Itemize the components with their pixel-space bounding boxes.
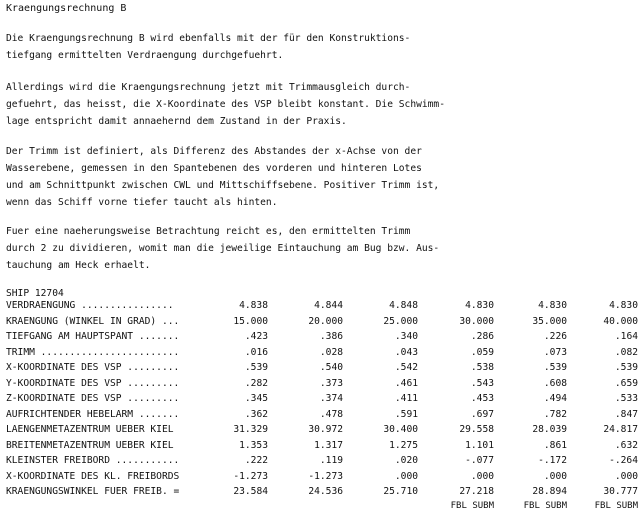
table-cell: .028 [319,346,343,358]
table-row [6,484,638,500]
table-cell: -.077 [465,455,494,467]
table-cell: 40.000 [603,315,638,327]
table-cell: .539 [614,362,638,374]
table-cell: .059 [470,346,494,358]
table-row [6,469,638,485]
table-row [6,438,638,454]
table-cell: .539 [543,362,567,374]
row-label: Y-KOORDINATE DES VSP ......... [6,377,180,389]
table-row [6,407,638,423]
table-cell: .016 [244,346,268,358]
paragraph-intro [6,30,626,64]
row-label: AUFRICHTENDER HEBELARM ....... [6,408,180,420]
text-line: lage entspricht damit annaehernd dem Zustand in der Praxis. [6,116,347,127]
table-cell: 4.830 [538,300,567,312]
footer-cell [268,500,343,512]
table-cell: .632 [614,439,638,451]
table-cell: 27.218 [459,486,494,498]
table-cell: .423 [244,331,268,343]
table-cell: 28.894 [532,486,567,498]
table-cell: 4.830 [465,300,494,312]
table-cell: .164 [614,331,638,343]
table-cell: .073 [543,346,567,358]
table-cell: .222 [244,455,268,467]
table-cell: 25.710 [383,486,418,498]
table-cell: 31.329 [233,424,268,436]
table-footer-row [6,500,638,512]
table-cell: .226 [543,331,567,343]
table-cell: .000 [614,470,638,482]
footer-label [6,500,209,512]
row-label: Z-KOORDINATE DES VSP ......... [6,393,180,405]
paragraph-approximation [6,223,626,274]
table-cell: 1.317 [314,439,343,451]
table-cell: .608 [543,377,567,389]
table-cell: 20.000 [308,315,343,327]
table-cell: .340 [394,331,418,343]
table-row [6,298,638,314]
table-cell: 35.000 [532,315,567,327]
table-cell: .697 [470,408,494,420]
text-line: und am Schnittpunkt zwischen CWL und Mittschiffsebene. Positiver Trimm ist, [6,180,440,191]
text-line: wenn das Schiff vorne tiefer taucht als hinten. [6,197,278,208]
table-cell: 30.000 [459,315,494,327]
row-label: LAENGENMETAZENTRUM UEBER KIEL [6,424,174,436]
text-line: tauchung am Heck erhaelt. [6,260,151,271]
table-cell: -1.273 [233,470,268,482]
row-label: TIEFGANG AM HAUPTSPANT ....... [6,331,180,343]
heeling-results-table [6,298,638,512]
row-label: KRAENGUNG (WINKEL IN GRAD) ... [6,315,180,327]
table-cell: .386 [319,331,343,343]
table-cell: .539 [244,362,268,374]
table-row [6,391,638,407]
text-line: Wasserebene, gemessen in den Spantebenen des vorderen und hinteren Lotes [6,163,422,174]
table-cell: 29.558 [459,424,494,436]
table-row [6,314,638,330]
table-cell: .000 [394,470,418,482]
text-line: tiefgang ermittelten Verdraengung durchgefuehrt. [6,50,284,61]
table-cell: .373 [319,377,343,389]
table-cell: 25.000 [383,315,418,327]
table-cell: 4.838 [239,300,268,312]
text-line: Fuer eine naeherungsweise Betrachtung reicht es, den ermittelten Trimm [6,226,411,237]
table-cell: .362 [244,408,268,420]
text-line: durch 2 zu dividieren, womit man die jeweilige Eintauchung am Bug bzw. Aus- [6,243,440,254]
table-cell: 4.844 [314,300,343,312]
table-cell: .411 [394,393,418,405]
table-cell: 23.584 [233,486,268,498]
text-line: Der Trimm ist definiert, als Differenz des Abstandes der x-Achse von der [6,146,422,157]
table-cell: 24.817 [603,424,638,436]
table-cell: .020 [394,455,418,467]
row-label: KLEINSTER FREIBORD ........... [6,455,180,467]
table-cell: 30.400 [383,424,418,436]
table-cell: .119 [319,455,343,467]
table-cell: .782 [543,408,567,420]
table-cell: .659 [614,377,638,389]
table-cell: 1.275 [389,439,418,451]
text-line: gefuehrt, das heisst, die X-Koordinate des VSP bleibt konstant. Die Schwimm- [6,99,445,110]
table-cell: .282 [244,377,268,389]
footer-cell: FBL SUBM [594,500,638,511]
table-row [6,453,638,469]
table-cell: .374 [319,393,343,405]
footer-cell [209,500,268,512]
row-label: X-KOORDINATE DES KL. FREIBORDS [6,470,180,482]
paragraph-trim-definition [6,143,626,211]
table-cell: .538 [470,362,494,374]
table-row [6,360,638,376]
table-cell: .043 [394,346,418,358]
table-cell: .286 [470,331,494,343]
table-cell: .533 [614,393,638,405]
table-cell: 1.353 [239,439,268,451]
footer-cell: FBL SUBM [450,500,494,511]
table-cell: 30.972 [308,424,343,436]
table-cell: -.264 [609,455,638,467]
table-cell: 30.777 [603,486,638,498]
table-cell: .847 [614,408,638,420]
footer-cell [343,500,418,512]
table-cell: 1.101 [465,439,494,451]
table-cell: .461 [394,377,418,389]
table-cell: .453 [470,393,494,405]
table-cell: .000 [543,470,567,482]
table-cell: -.172 [538,455,567,467]
row-label: X-KOORDINATE DES VSP ......... [6,362,180,374]
table-cell: 4.830 [609,300,638,312]
table-cell: .540 [319,362,343,374]
table-cell: 4.848 [389,300,418,312]
section-heading: Kraengungsrechnung B [6,3,127,14]
text-line: Allerdings wird die Kraengungsrechnung jetzt mit Trimmausgleich durch- [6,82,411,93]
row-label: VERDRAENGUNG ................ [6,300,174,312]
table-row [6,345,638,361]
table-cell: .543 [470,377,494,389]
table-row [6,422,638,438]
table-cell: .345 [244,393,268,405]
table-cell: .542 [394,362,418,374]
table-cell: -1.273 [308,470,343,482]
table-row [6,329,638,345]
footer-cell: FBL SUBM [523,500,567,511]
row-label: KRAENGUNGSWINKEL FUER FREIB. = [6,486,180,498]
table-cell: .082 [614,346,638,358]
table-cell: 24.536 [308,486,343,498]
table-cell: .861 [543,439,567,451]
row-label: TRIMM ........................ [6,346,180,358]
table-row [6,376,638,392]
table-cell: 28.039 [532,424,567,436]
text-line: Die Kraengungsrechnung B wird ebenfalls mit der für den Konstruktions- [6,33,411,44]
paragraph-trim-compensation [6,79,626,130]
row-label: BREITENMETAZENTRUM UEBER KIEL [6,439,174,451]
table-cell: .000 [470,470,494,482]
results-body [6,298,638,512]
table-cell: .591 [394,408,418,420]
table-cell: .478 [319,408,343,420]
table-cell: 15.000 [233,315,268,327]
table-cell: .494 [543,393,567,405]
ship-id: SHIP 12704 [6,288,64,299]
